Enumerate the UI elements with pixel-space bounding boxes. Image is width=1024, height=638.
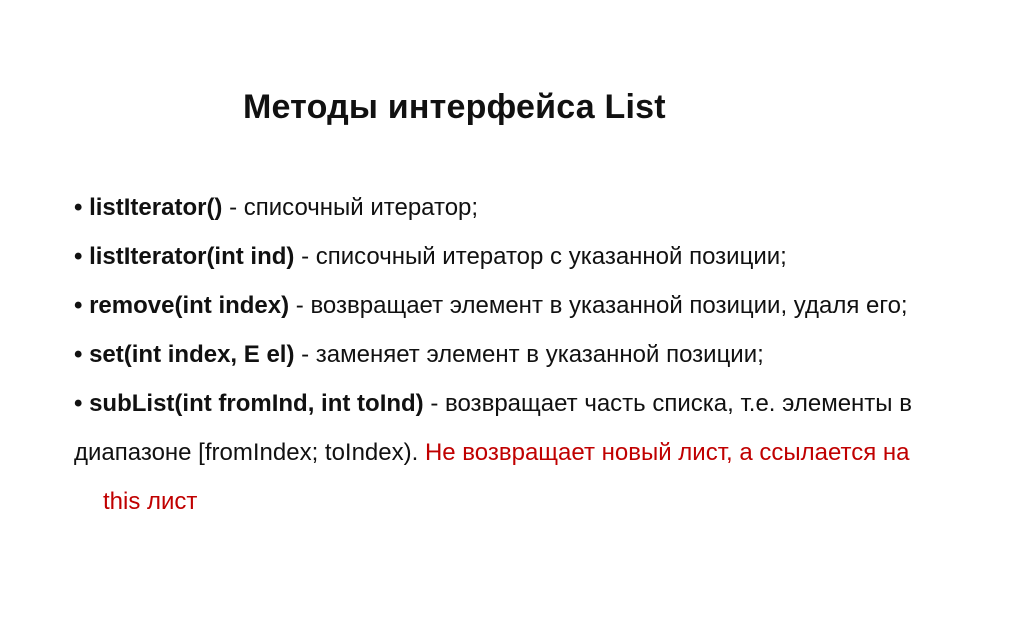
bullet: • [74,243,83,270]
method-description: - заменяет элемент в указанной позиции; [294,341,764,368]
list-item-continuation [74,428,1024,477]
list-item [74,183,1024,232]
bullet: • [74,194,83,221]
bullet: • [74,341,83,368]
method-list [74,183,1024,526]
slide-title: Методы интерфейса List [243,88,666,126]
method-description: - списочный итератор с указанной позиции; [294,243,787,270]
method-description-continuation: диапазоне [fromIndex; toIndex). [74,439,425,466]
list-item [74,281,1024,330]
note-text: Не возвращает новый лист, а ссылается на [424,439,910,466]
bullet: • [74,292,83,319]
method-name: listIterator() [89,194,223,221]
method-name: listIterator(int ind) [89,243,295,270]
list-item [74,379,1024,428]
method-description: - списочный итератор; [222,194,479,221]
method-name: subList(int fromInd, int toInd) [89,390,424,417]
note-text-continuation: this лист [103,488,198,515]
method-name: remove(int index) [89,292,290,319]
list-item [74,330,1024,379]
method-description: - возвращает элемент в указанной позиции, удаля его; [289,292,908,319]
bullet: • [74,390,83,417]
method-name: set(int index, E el) [89,341,295,368]
method-description: - возвращает часть списка, т.е. элементы в [423,390,912,417]
list-item [74,232,1024,281]
list-item-note-continuation [74,477,1024,526]
